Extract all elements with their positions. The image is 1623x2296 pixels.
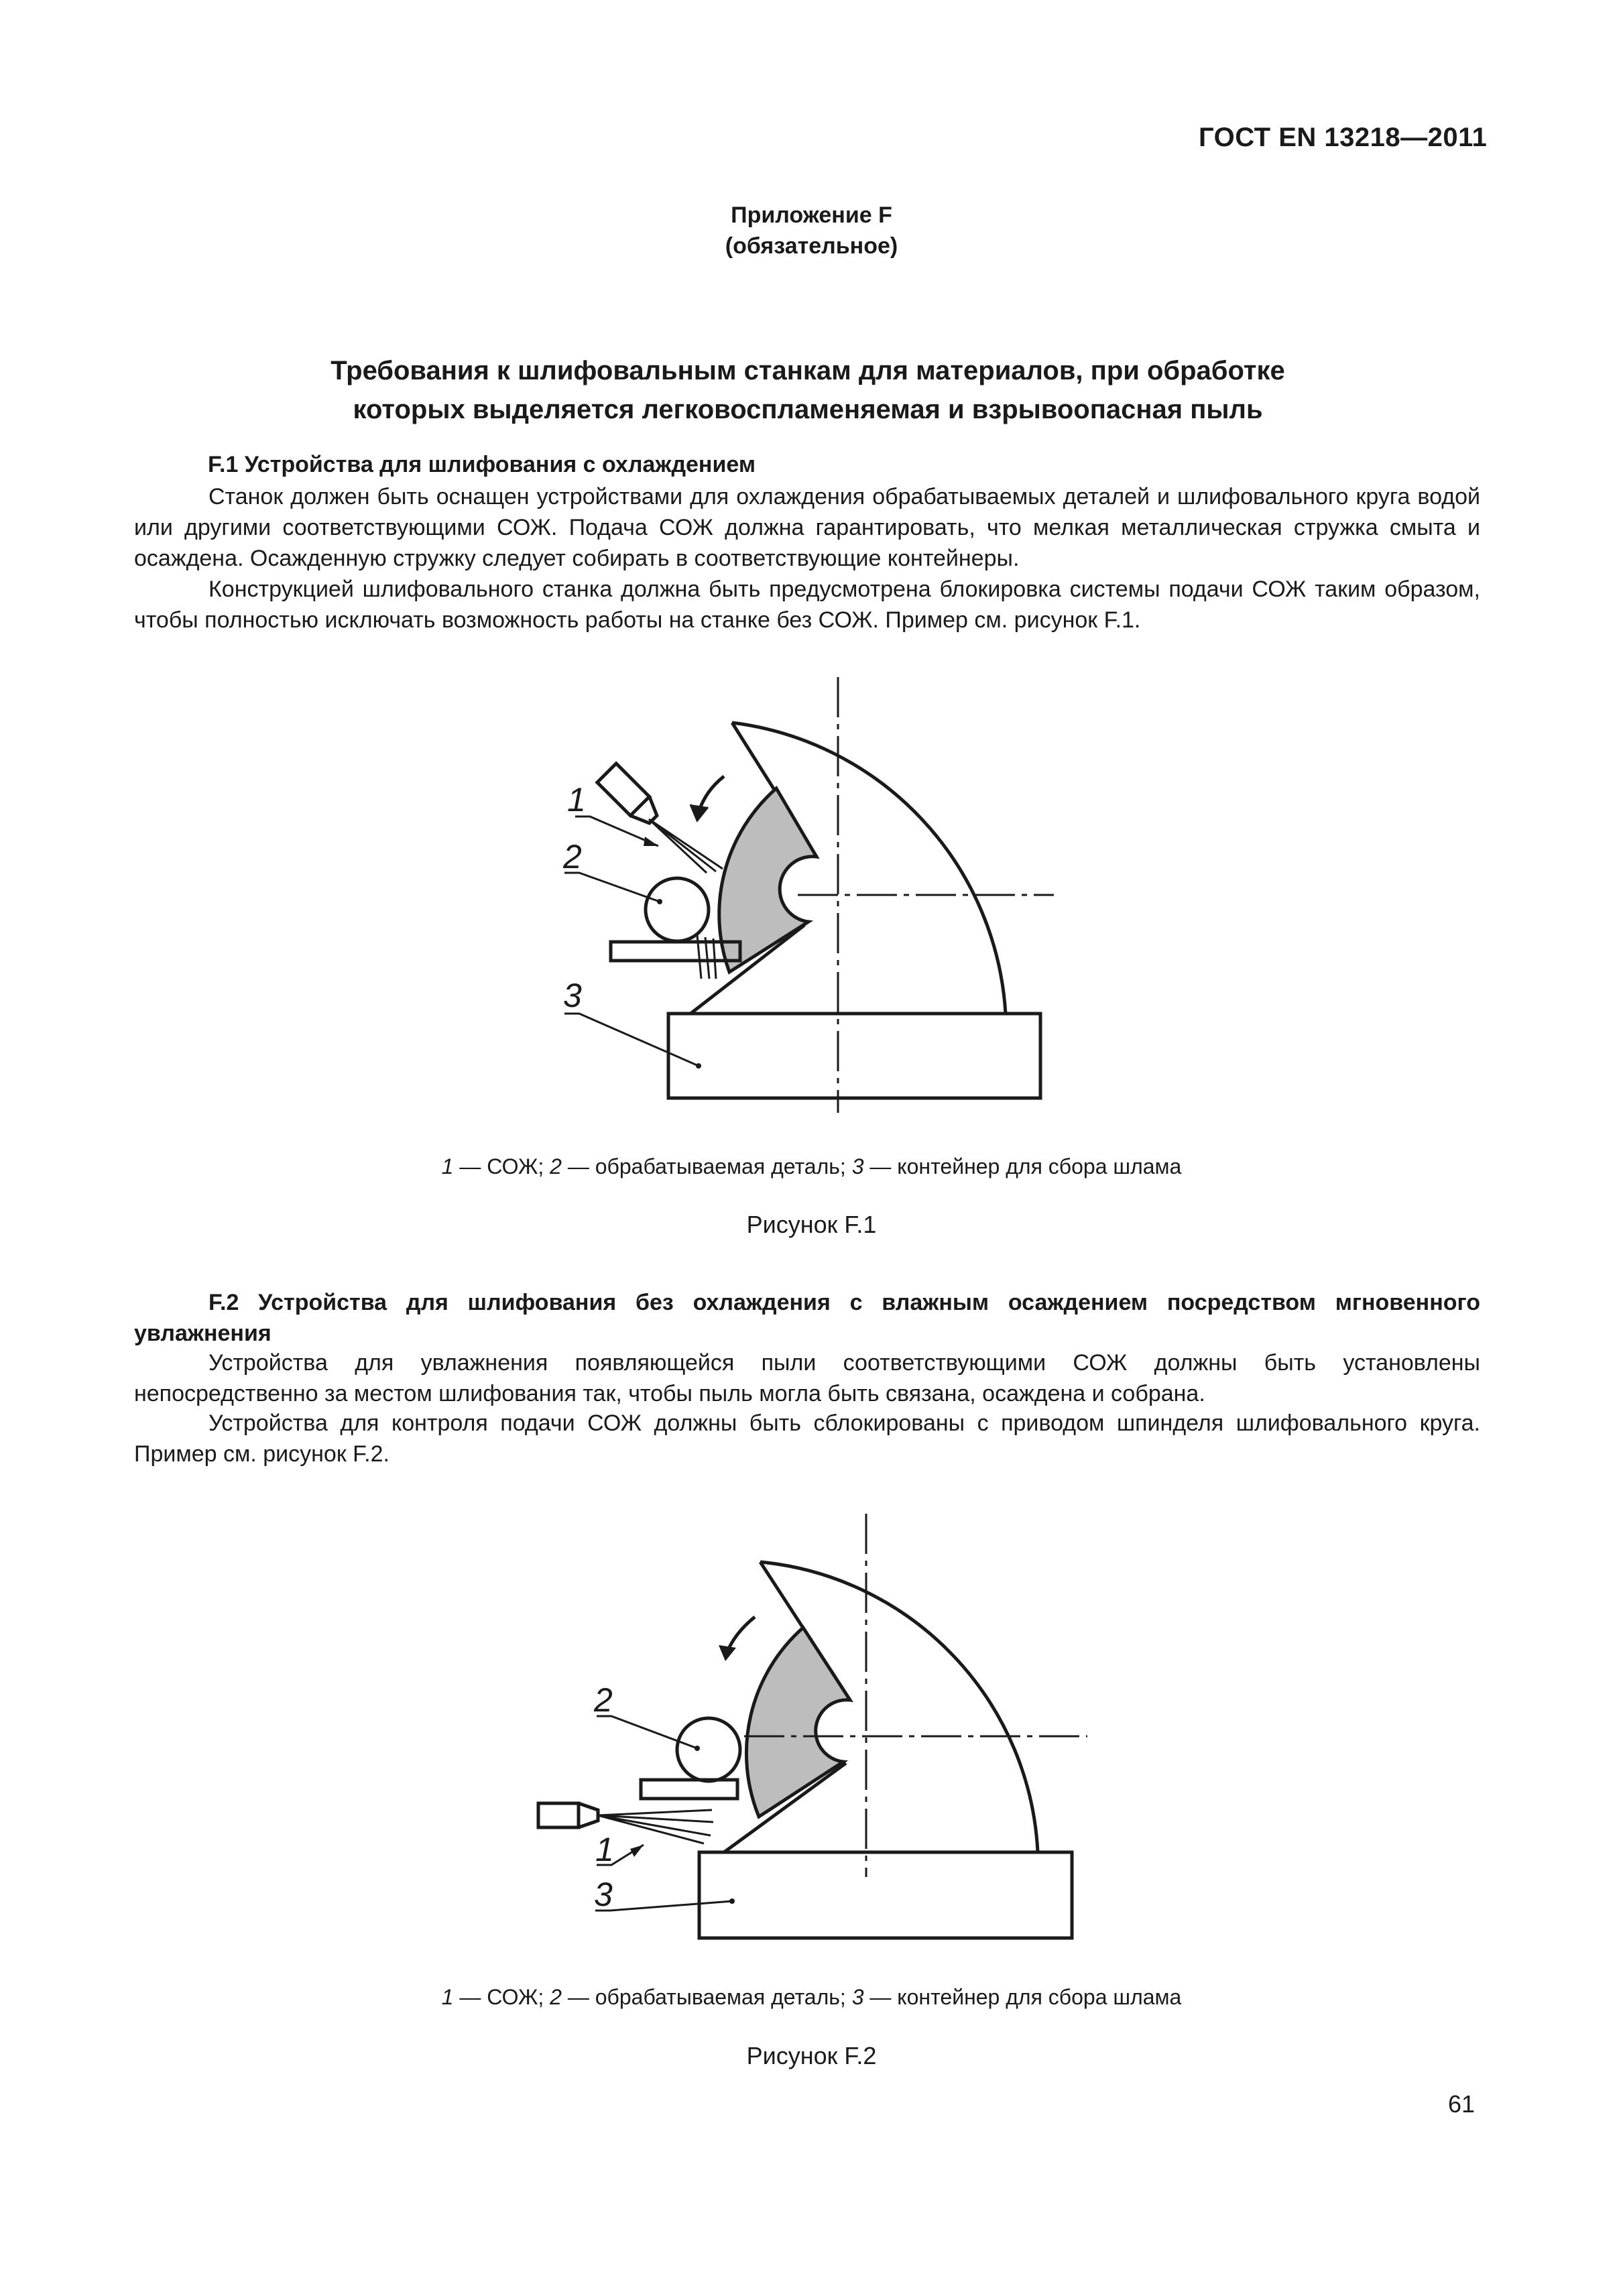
wheel-guard-outline (690, 723, 1006, 1014)
legend-text-2: — обрабатываемая деталь; (561, 1154, 852, 1179)
coolant-nozzle (538, 1803, 598, 1827)
legend-text-1: — СОЖ; (453, 1985, 550, 2009)
figure-f2-label-1: 1 (595, 1831, 614, 1868)
section-f2-heading: F.2 Устройства для шлифования без охлаждения с влажным осаждением посредством мгновенного увлажнения (134, 1290, 1480, 1346)
wheel-guard-outline (724, 1562, 1038, 1852)
section-f2-paragraph-1: Устройства для увлажнения появляющейся пыли соответствующими СОЖ должны быть установлены непосредственно за местом шлифования так, чтобы пыль могла быть связана, осаждена и собрана. (134, 1350, 1480, 1406)
annex-title: Приложение F (731, 202, 892, 228)
figure-f1-label-3: 3 (563, 977, 582, 1014)
coolant-jet (598, 1810, 713, 1844)
legend-text-3: — контейнер для сбора шлама (863, 1985, 1182, 2009)
section-f2-paragraph-2: Устройства для контроля подачи СОЖ должны быть сблокированы с приводом шпинделя шлифовального круга. Пример см. рисунок F.2. (134, 1410, 1480, 1467)
figure-f1-label-2: 2 (563, 838, 582, 875)
section-f1-paragraph-2: Конструкцией шлифовального станка должна быть предусмотрена блокировка системы подачи СОЖ таким образом, чтобы полностью исключать возможность работы на станке без СОЖ. Пример см. рисунок F.1. (134, 577, 1480, 633)
workpiece (677, 1718, 740, 1781)
page-number: 61 (1448, 2090, 1476, 2118)
legend-text-2: — обрабатываемая деталь; (561, 1985, 852, 2009)
rotation-arrow (699, 776, 724, 812)
section-f1-paragraph-1: Станок должен быть оснащен устройствами для охлаждения обрабатываемых деталей и шлифовального круга водой или другими соответствующими СОЖ. Подача СОЖ должна гарантировать, что мелкая металлическая стружка смыта и осаждена. Осажденную стружку следует собирать в соответствующие контейнеры. (134, 484, 1480, 571)
legend-num-1: 1 (441, 1985, 454, 2009)
main-title (134, 351, 1482, 429)
legend-num-2: 2 (550, 1154, 562, 1179)
grinding-wheel (746, 1628, 850, 1817)
coolant-jet (649, 819, 723, 979)
workpiece (646, 878, 709, 941)
legend-num-2: 2 (550, 1985, 562, 2009)
rotation-arrow (727, 1617, 755, 1653)
section-f1-heading: F.1 Устройства для шлифования с охлаждением (208, 452, 756, 477)
container-box (699, 1852, 1072, 1938)
figure-f1-caption: Рисунок F.1 (746, 1211, 877, 1238)
annex-status: (обязательное) (725, 233, 898, 259)
container-box (668, 1014, 1040, 1098)
figure-f1-legend (0, 1154, 1623, 1179)
main-title-line-2: которых выделяется легковоспламеняемая и взрывоопасная пыль (353, 395, 1263, 424)
figure-f2-caption: Рисунок F.2 (746, 2042, 877, 2069)
legend-num-3: 3 (851, 1154, 864, 1179)
legend-num-3: 3 (851, 1985, 864, 2009)
grinding-wheel (719, 788, 817, 972)
coolant-nozzle (597, 764, 663, 829)
main-title-line-1: Требования к шлифовальным станкам для материалов, при обработке (330, 356, 1285, 385)
figure-f1-label-1: 1 (567, 781, 586, 819)
standard-number: ГОСТ EN 13218—2011 (1199, 123, 1488, 152)
legend-num-1: 1 (441, 1154, 454, 1179)
workpiece-support (641, 1780, 737, 1799)
legend-text-3: — контейнер для сбора шлама (863, 1154, 1182, 1179)
legend-text-1: — СОЖ; (453, 1154, 550, 1179)
workpiece-support (611, 942, 740, 961)
figure-f2-label-2: 2 (594, 1681, 613, 1719)
figure-f2-label-3: 3 (594, 1876, 613, 1913)
figure-f2-legend (0, 1985, 1623, 2010)
